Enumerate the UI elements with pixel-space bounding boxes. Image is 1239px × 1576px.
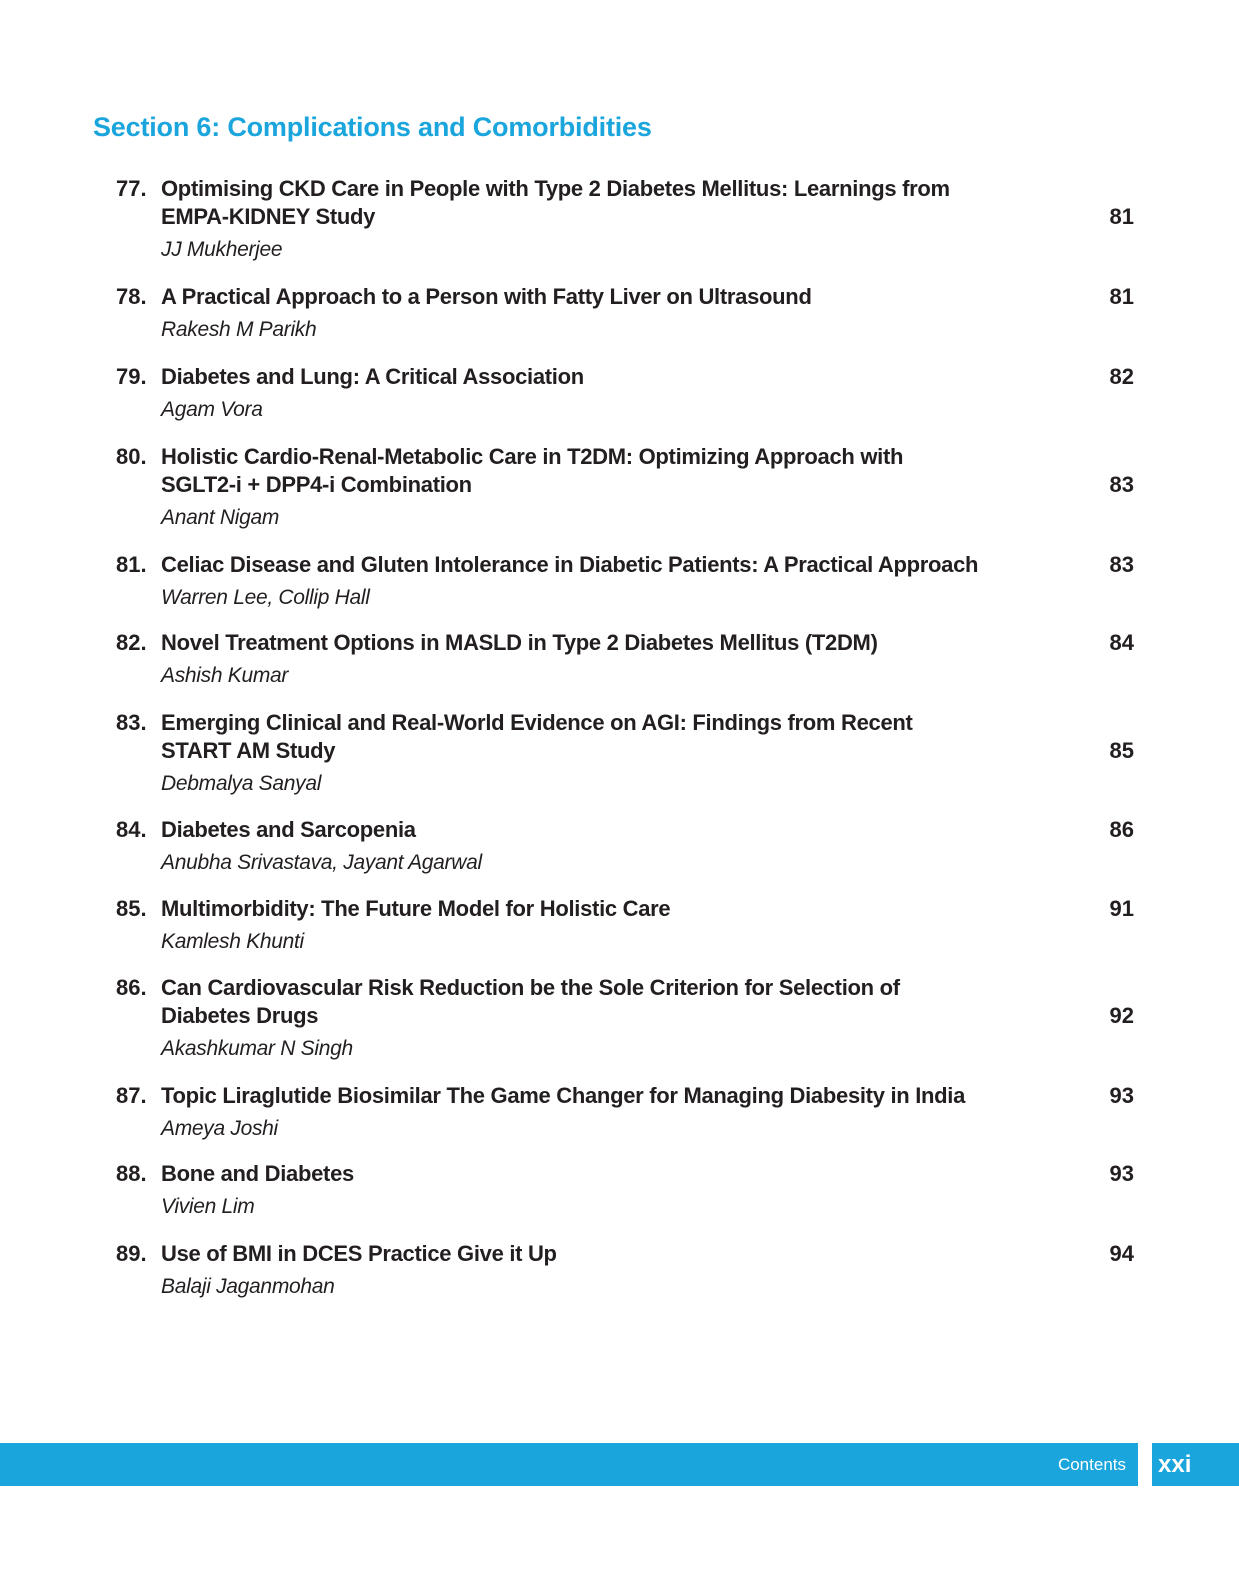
entry-page-number: 81: [1109, 284, 1134, 309]
entry-title: Optimising CKD Care in People with Type 2 Diabetes Mellitus: Learnings from EMPA-KIDNEY Study: [161, 176, 950, 229]
footer-contents-label: Contents: [1057, 1455, 1126, 1474]
entry-author: Ameya Joshi: [161, 1117, 278, 1140]
entry-number: 85.: [116, 896, 147, 921]
entry-number: 89.: [116, 1241, 147, 1266]
section-title: Section 6: Complications and Comorbidities: [93, 112, 652, 142]
entry-author: Vivien Lim: [161, 1195, 255, 1218]
entry-author: Anubha Srivastava, Jayant Agarwal: [161, 851, 482, 874]
entry-title: Diabetes and Sarcopenia: [161, 817, 416, 842]
entry-author: JJ Mukherjee: [161, 238, 283, 261]
entry-author: Anant Nigam: [161, 506, 280, 529]
entry-number: 82.: [116, 630, 147, 655]
entry-title: Diabetes and Lung: A Critical Association: [161, 364, 584, 389]
entry-author: Akashkumar N Singh: [161, 1037, 353, 1060]
entry-title: Novel Treatment Options in MASLD in Type 2 Diabetes Mellitus (T2DM): [161, 630, 878, 655]
entry-page-number: 84: [1109, 630, 1134, 655]
entry-page-number: 83: [1109, 472, 1134, 497]
entry-author: Agam Vora: [161, 398, 263, 421]
entry-page-number: 91: [1109, 896, 1134, 921]
entry-author: Ashish Kumar: [161, 664, 289, 687]
entry-author: Warren Lee, Collip Hall: [161, 586, 370, 609]
entry-author: Rakesh M Parikh: [161, 318, 317, 341]
footer-bar: [0, 1443, 1239, 1486]
entry-number: 88.: [116, 1161, 147, 1186]
entry-number: 80.: [116, 444, 147, 469]
entry-title: Celiac Disease and Gluten Intolerance in Diabetic Patients: A Practical Approach: [161, 552, 979, 577]
entry-title: Bone and Diabetes: [161, 1161, 354, 1186]
entry-page-number: 94: [1109, 1241, 1134, 1266]
entry-page-number: 93: [1109, 1161, 1134, 1186]
entry-number: 84.: [116, 817, 147, 842]
entry-number: 77.: [116, 176, 147, 201]
entry-page-number: 82: [1109, 364, 1134, 389]
entry-number: 86.: [116, 975, 147, 1000]
entry-number: 87.: [116, 1083, 147, 1108]
entry-title: Can Cardiovascular Risk Reduction be the Sole Criterion for Selection of Diabetes Drugs: [161, 975, 900, 1028]
entry-title: Multimorbidity: The Future Model for Holistic Care: [161, 896, 671, 921]
entry-number: 83.: [116, 710, 147, 735]
entry-number: 79.: [116, 364, 147, 389]
entry-title: Holistic Cardio-Renal-Metabolic Care in T2DM: Optimizing Approach with SGLT2-i + DPP4-i Combination: [161, 444, 904, 497]
entry-author: Debmalya Sanyal: [161, 772, 322, 795]
entry-title: Emerging Clinical and Real-World Evidence on AGI: Findings from Recent START AM Study: [161, 710, 913, 763]
footer-page-number: xxi: [1158, 1451, 1192, 1478]
entry-page-number: 85: [1109, 738, 1134, 763]
entry-page-number: 92: [1109, 1003, 1134, 1028]
entry-page-number: 83: [1109, 552, 1134, 577]
entry-title: Topic Liraglutide Biosimilar The Game Changer for Managing Diabesity in India: [161, 1083, 966, 1108]
entry-page-number: 93: [1109, 1083, 1134, 1108]
entry-number: 78.: [116, 284, 147, 309]
entry-author: Kamlesh Khunti: [161, 930, 304, 953]
entry-title: Use of BMI in DCES Practice Give it Up: [161, 1241, 557, 1266]
entry-title: A Practical Approach to a Person with Fatty Liver on Ultrasound: [161, 284, 812, 309]
footer-divider: [1138, 1443, 1152, 1486]
entry-page-number: 81: [1109, 204, 1134, 229]
entry-page-number: 86: [1109, 817, 1134, 842]
entry-author: Balaji Jaganmohan: [161, 1275, 335, 1298]
entry-number: 81.: [116, 552, 147, 577]
